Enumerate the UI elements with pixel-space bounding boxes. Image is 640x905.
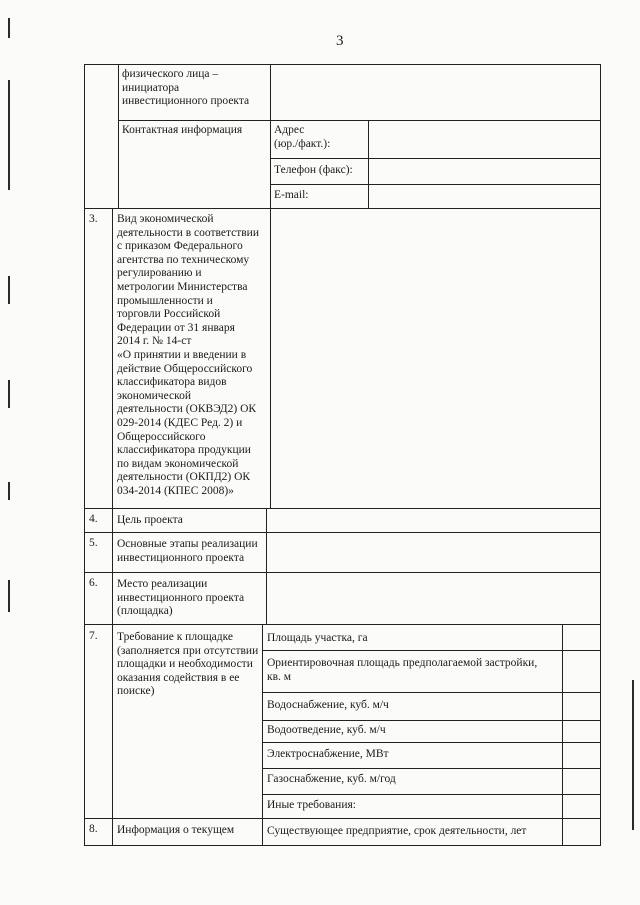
row-label: Информация о текущем (117, 824, 235, 836)
scan-mark (8, 482, 10, 500)
scan-mark (8, 580, 10, 612)
field-label-address: Адрес (юр./факт.): (274, 124, 331, 150)
row-label: Вид экономической деятельности в соответствии с приказом Федерального агентства по техническому регулированию и метрологии Министерства промышленности и торговли Российской Федерации от 31 января 2014 г. № 14-ст «О принятии и введении в действие Общероссийского классификатора видов экономической деятельности (ОКВЭД2) ОК 029-2014 (КДЕС Ред. 2) и Общероссийского классификатора продукции по видам экономической деятельности (ОКПД2) ОК 034-2014 (КПЕС 2008)» (117, 213, 259, 497)
table-line (262, 720, 601, 721)
row-number: 5. (89, 537, 98, 549)
scan-mark (8, 80, 10, 190)
row-label: Место реализации инвестиционного проекта (площадка) (117, 578, 245, 618)
table-line (600, 64, 601, 845)
scan-mark (632, 680, 634, 830)
table-line (118, 64, 119, 208)
field-label-email: E-mail: (274, 189, 309, 201)
table-line (84, 508, 601, 509)
sub-label-building-area: Ориентировочная площадь предполагаемой застройки, кв. м (267, 657, 538, 683)
table-line (562, 624, 563, 845)
table-line (84, 845, 601, 846)
table-line (262, 768, 601, 769)
table-line (84, 624, 601, 625)
sub-label-drainage: Водоотведение, куб. м/ч (267, 724, 386, 736)
row-label: Цель проекта (117, 514, 183, 526)
table-line (262, 742, 601, 743)
sub-label-water-supply: Водоснабжение, куб. м/ч (267, 699, 389, 711)
table-line (270, 64, 271, 508)
sub-label-gas: Газоснабжение, куб. м/год (267, 773, 396, 785)
scan-mark (8, 276, 10, 304)
row-number: 8. (89, 823, 98, 835)
table-line (118, 120, 601, 121)
row-label: физического лица – инициатора инвестиционного проекта (122, 68, 250, 108)
table-line (112, 208, 113, 845)
table-line (84, 532, 601, 533)
table-line (84, 208, 601, 209)
row-label: Основные этапы реализации инвестиционного проекта (117, 538, 258, 564)
row-number: 7. (89, 630, 98, 642)
sub-label-electricity: Электроснабжение, МВт (267, 748, 389, 760)
table-line (262, 692, 601, 693)
field-value-email[interactable] (372, 188, 596, 204)
sub-label-existing-enterprise: Существующее предприятие, срок деятельности, лет (267, 825, 527, 837)
row-label: Контактная информация (122, 124, 243, 136)
row-label: Требование к площадке (заполняется при отсутствии площадки и необходимости оказания содействия в ее поиске) (117, 631, 259, 698)
table-line (84, 818, 601, 819)
scan-mark (8, 380, 10, 408)
table-line (262, 624, 263, 845)
scan-mark (8, 18, 10, 38)
table-line (262, 650, 601, 651)
table-line (84, 64, 85, 845)
sub-label-other: Иные требования: (267, 799, 356, 811)
row-number: 4. (89, 513, 98, 525)
table-line (368, 120, 369, 208)
table-line (266, 508, 267, 624)
table-line (270, 158, 601, 159)
field-label-phone: Телефон (факс): (274, 164, 353, 176)
table-line (84, 64, 601, 65)
table-line (262, 794, 601, 795)
row-number: 6. (89, 577, 98, 589)
table-line (270, 184, 601, 185)
field-value-address[interactable] (372, 124, 596, 154)
sub-label-plot-area: Площадь участка, га (267, 632, 368, 644)
table-line (84, 572, 601, 573)
page-number: 3 (336, 33, 344, 49)
field-value-phone[interactable] (372, 162, 596, 180)
row-number: 3. (89, 213, 98, 225)
